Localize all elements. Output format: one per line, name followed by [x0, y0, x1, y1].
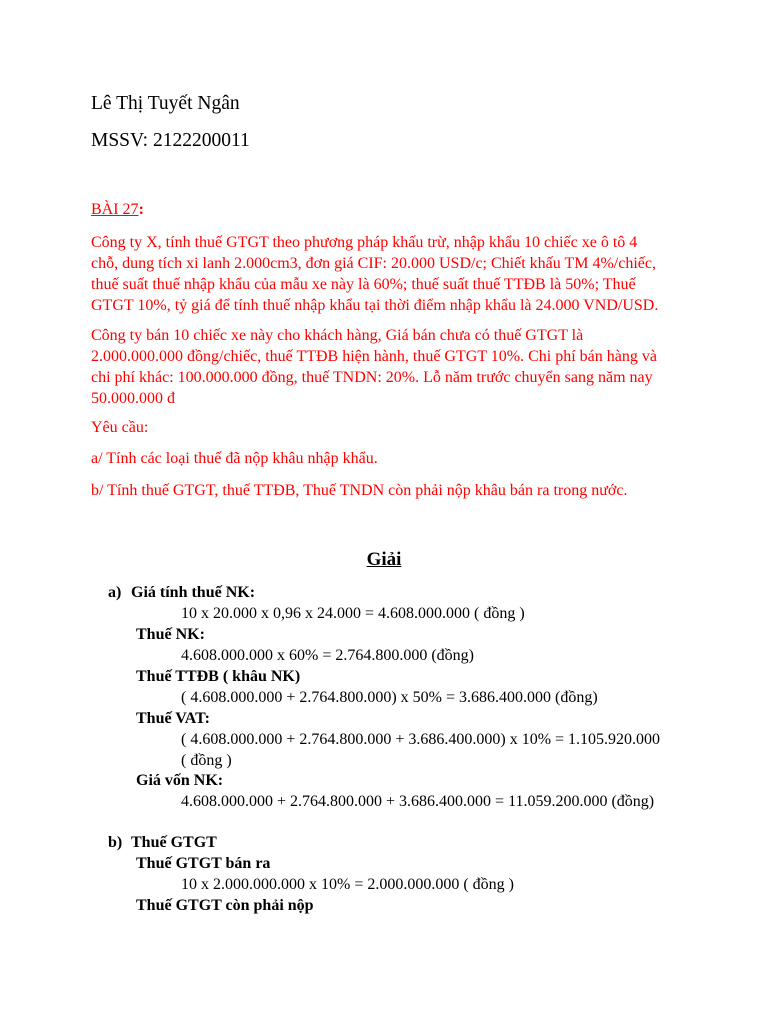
paragraph-line: Công ty bán 10 chiếc xe này cho khách hàng, Giá bán chưa có thuế GTGT là	[91, 327, 584, 344]
import-cost-calc: 4.608.000.000 + 2.764.800.000 + 3.686.400.000 = 11.059.200.000 (đồng)	[181, 793, 655, 810]
import-tax-calc: 4.608.000.000 x 60% = 2.764.800.000 (đồng)	[181, 647, 475, 664]
paragraph-line: Công ty X, tính thuế GTGT theo phương pháp khấu trừ, nhập khẩu 10 chiếc xe ô tô 4	[91, 234, 638, 251]
import-price-calc: 10 x 20.000 x 0,96 x 24.000 = 4.608.000.000 ( đồng )	[181, 605, 525, 622]
output-vat-calc: 10 x 2.000.000.000 x 10% = 2.000.000.000 ( đồng )	[181, 876, 515, 893]
student-id: MSSV: 2122200011	[91, 130, 250, 151]
part-a-marker: a)	[108, 584, 122, 601]
vat-calc-line-2: ( đồng )	[181, 752, 232, 769]
requirement-label: Yêu cầu:	[91, 419, 149, 436]
import-cost-label: Giá vốn NK:	[136, 772, 224, 789]
import-tax-label: Thuế NK:	[136, 626, 205, 643]
problem-paragraph-2	[91, 325, 681, 409]
problem-title-text: BÀI 27	[91, 201, 139, 218]
student-name: Lê Thị Tuyết Ngân	[91, 93, 240, 114]
problem-paragraph-1	[91, 232, 681, 316]
requirement-a: a/ Tính các loại thuế đã nộp khâu nhập khẩu.	[91, 450, 378, 467]
paragraph-line: chỗ, dung tích xi lanh 2.000cm3, đơn giá CIF: 20.000 USD/c; Chiết khấu TM 4%/chiếc,	[91, 255, 656, 272]
output-vat-label: Thuế GTGT bán ra	[136, 855, 271, 872]
paragraph-line: 50.000.000 đ	[91, 390, 175, 407]
solution-title: Giải	[366, 549, 402, 570]
vat-label: Thuế VAT:	[136, 710, 210, 727]
vat-calc-line-1: ( 4.608.000.000 + 2.764.800.000 + 3.686.400.000) x 10% = 1.105.920.000	[181, 731, 661, 748]
part-a-label: Giá tính thuế NK:	[131, 584, 256, 601]
paragraph-line: 2.000.000.000 đồng/chiếc, thuế TTĐB hiện hành, thuế GTGT 10%. Chi phí bán hàng và	[91, 348, 657, 365]
excise-tax-calc: ( 4.608.000.000 + 2.764.800.000) x 50% = 3.686.400.000 (đồng)	[181, 689, 598, 706]
excise-tax-label: Thuế TTĐB ( khâu NK)	[136, 668, 301, 685]
part-b-marker: b)	[108, 834, 123, 851]
part-b-heading	[108, 834, 217, 852]
part-a-heading	[108, 584, 255, 602]
vat-payable-label: Thuế GTGT còn phải nộp	[136, 897, 314, 914]
problem-title-colon: :	[138, 201, 144, 218]
problem-title	[91, 201, 144, 219]
paragraph-line: GTGT 10%, tỷ giá để tính thuế nhập khẩu tại thời điểm nhập khẩu là 24.000 VND/USD.	[91, 297, 659, 314]
paragraph-line: chi phí khác: 100.000.000 đồng, thuế TNDN: 20%. Lỗ năm trước chuyển sang năm nay	[91, 369, 653, 386]
paragraph-line: thuế suất thuế nhập khẩu của mẫu xe này là 60%; thuế suất thuế TTĐB là 50%; Thuế	[91, 276, 636, 293]
part-b-label: Thuế GTGT	[131, 834, 217, 851]
requirement-b: b/ Tính thuế GTGT, thuế TTĐB, Thuế TNDN còn phải nộp khâu bán ra trong nước.	[91, 482, 628, 499]
